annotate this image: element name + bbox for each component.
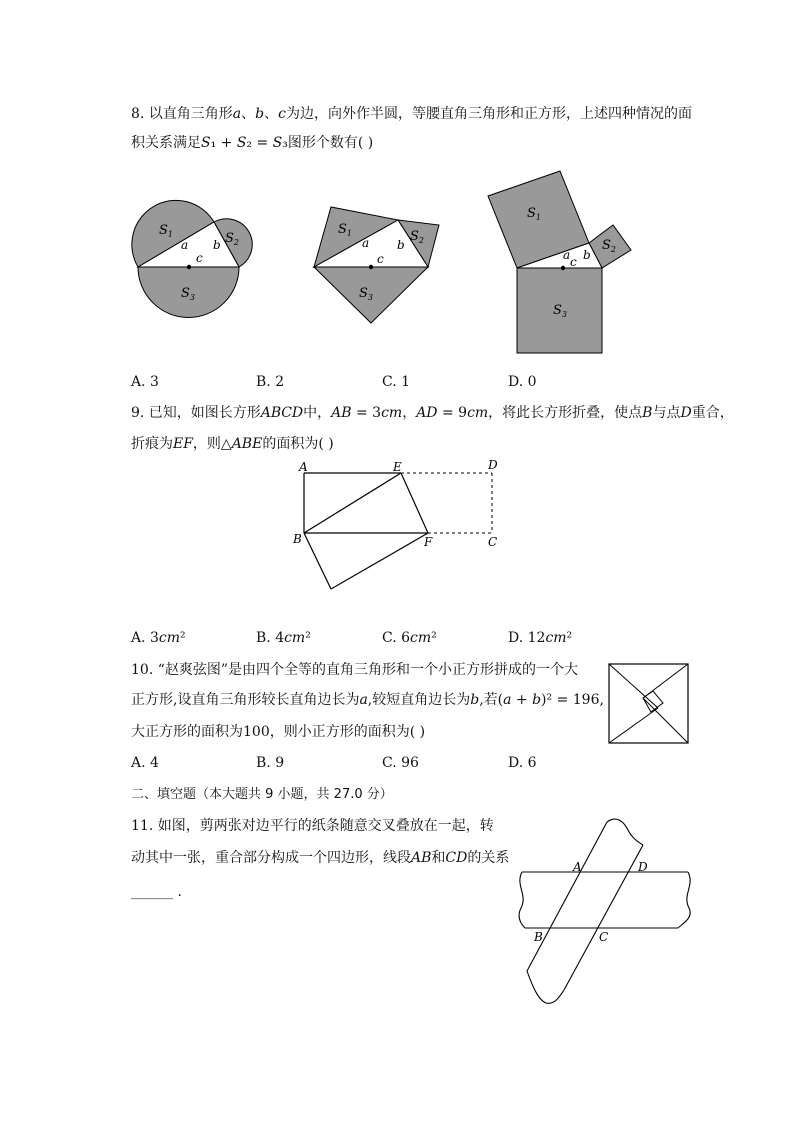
q11-label-b: B [534, 930, 543, 944]
q8-fig-isosceles [314, 207, 439, 323]
fig2-a: a [362, 236, 370, 250]
q8-text-line1: 8. 以直角三角形𝑎、𝑏、𝑐为边，向外作半圆，等腰直角三角形和正方形，上述四种情况的面 [131, 106, 692, 122]
q9-text-line1: 9. 已知，如图长方形𝐴𝐵𝐶𝐷中，𝐴𝐵 = 3𝑐𝑚，𝐴𝐷 = 9𝑐𝑚，将此长方形折叠，使点𝐵与点𝐷重合， [131, 405, 734, 421]
fig1-s2: $S_2$ [225, 231, 239, 247]
q11-answer-blank[interactable]: ______ . [131, 884, 182, 900]
q11-label-c: C [599, 930, 609, 944]
q8-option-d[interactable]: D. 0 [508, 374, 537, 390]
q9-text-line2: 折痕为𝐸𝐹，则△𝐴𝐵𝐸的面积为( ) [131, 436, 334, 452]
fig3-b: b [583, 248, 591, 262]
q8-figure [0, 0, 794, 400]
fig3-a: a [563, 248, 571, 262]
fig3-c: c [570, 255, 577, 269]
q10-option-b[interactable]: B. 9 [256, 755, 285, 771]
q11-label-a: A [573, 860, 582, 874]
fig1-s3: $S_3$ [181, 286, 195, 302]
q8-text-line2: 积关系满足𝑆₁ + 𝑆₂ = 𝑆₃图形个数有( ) [131, 135, 374, 151]
q8-fig-semicircles [132, 200, 252, 317]
q8-option-a[interactable]: A. 3 [131, 374, 159, 390]
q8-option-c[interactable]: C. 1 [382, 374, 411, 390]
fig1-s1: $S_1$ [159, 223, 173, 239]
q10-text-line2: 正方形,设直角三角形较长直角边长为𝑎,较短直角边长为𝑏,若(𝑎 + 𝑏)² = 196, [131, 692, 604, 708]
fig2-s2: $S_2$ [410, 229, 424, 245]
q11-text-line2: 动其中一张，重合部分构成一个四边形，线段𝐴𝐵和𝐶𝐷的关系 [131, 850, 510, 866]
q9-option-a[interactable]: A. 3𝑐𝑚² [131, 630, 186, 646]
fig2-c: c [377, 252, 384, 266]
q9-label-e: E [393, 460, 402, 474]
q10-zhaoshuang-figure [607, 662, 691, 746]
q10-option-c[interactable]: C. 96 [382, 755, 419, 771]
q10-option-a[interactable]: A. 4 [131, 755, 159, 771]
q9-option-d[interactable]: D. 12𝑐𝑚² [508, 630, 573, 646]
q9-figure [280, 455, 520, 595]
fig2-s1: $S_1$ [338, 222, 352, 238]
q8-option-b[interactable]: B. 2 [256, 374, 285, 390]
q9-label-a: A [299, 460, 308, 474]
q9-label-d: D [488, 458, 498, 472]
q9-option-c[interactable]: C. 6𝑐𝑚² [382, 630, 437, 646]
section-title-fill-in: 二、填空题（本大题共 9 小题，共 27.0 分） [131, 787, 393, 802]
fig1-a: a [181, 238, 189, 252]
q10-text-line3: 大正方形的面积为100，则小正方形的面积为( ) [131, 724, 426, 740]
q10-option-d[interactable]: D. 6 [508, 755, 537, 771]
q11-paper-strips-figure [500, 810, 700, 1010]
q11-label-d: D [638, 860, 648, 874]
q9-label-f: F [424, 535, 433, 549]
q9-option-b[interactable]: B. 4𝑐𝑚² [256, 630, 311, 646]
q9-label-c: C [488, 535, 498, 549]
fig3-s1: $S_1$ [527, 206, 541, 222]
fig1-b: b [213, 238, 221, 252]
fig3-s2: $S_2$ [602, 238, 616, 254]
q8-fig-squares [488, 171, 631, 353]
q10-text-line1: 10. “赵爽弦图”是由四个全等的直角三角形和一个小正方形拼成的一个大 [131, 662, 579, 678]
q11-text-line1: 11. 如图，剪两张对边平行的纸条随意交叉叠放在一起，转 [131, 818, 494, 834]
fig2-s3: $S_3$ [359, 286, 373, 302]
fig1-c: c [196, 251, 203, 265]
fig3-s3: $S_3$ [553, 303, 567, 319]
q9-label-b: B [293, 532, 302, 546]
fig2-b: b [397, 238, 405, 252]
